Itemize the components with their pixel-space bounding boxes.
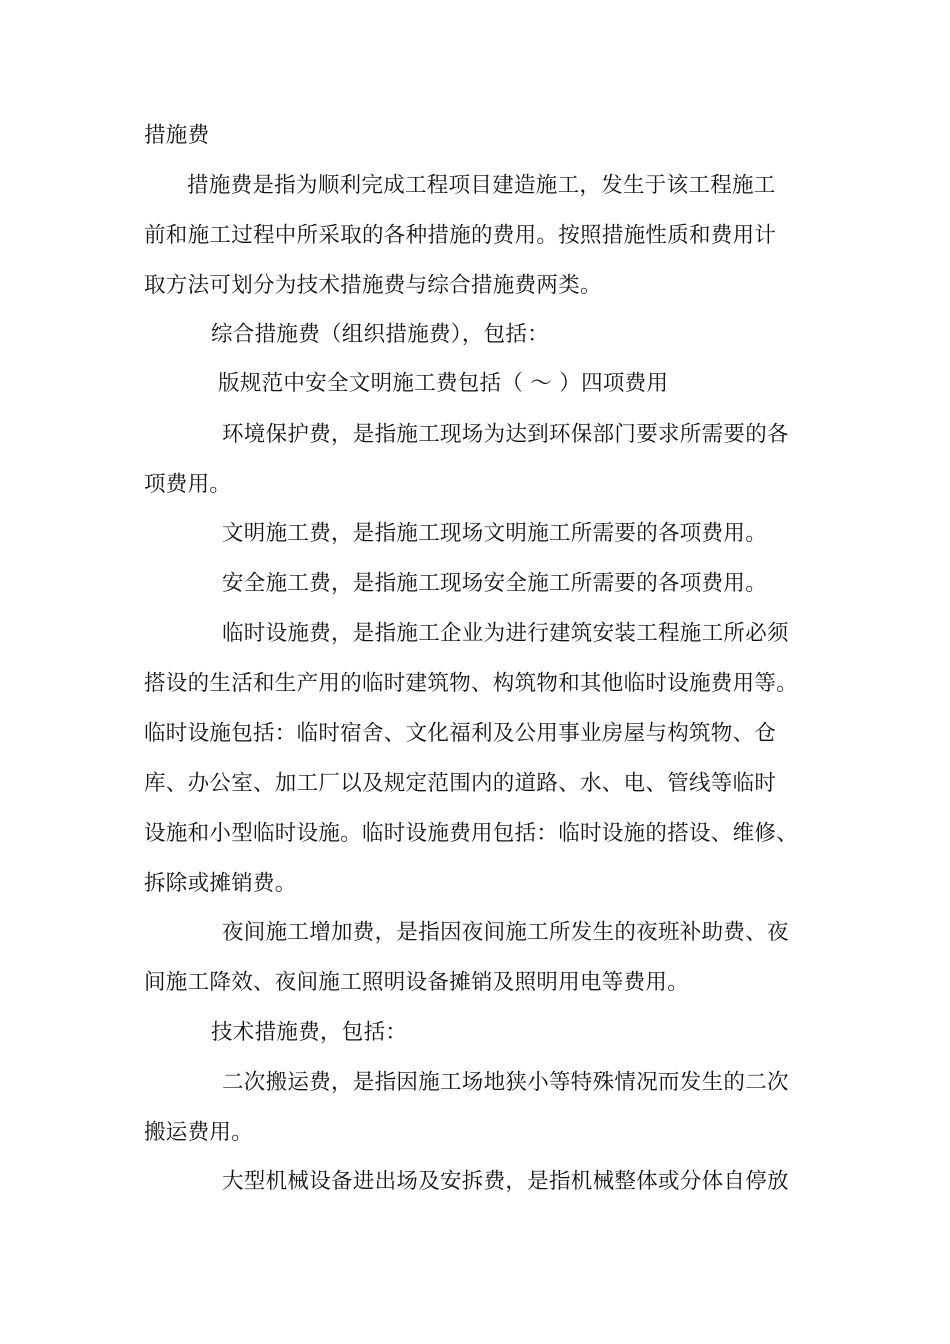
paragraph-line: 搬运费用。 [144,1120,254,1145]
paragraph-line: 库、办公室、加工厂以及规定范围内的道路、水、电、管线等临时 [144,771,777,796]
subheading: 技术措施费，包括： [211,1020,408,1045]
subheading: 综合措施费（组织措施费），包括： [211,322,550,347]
paragraph-line: 临时设施包括：临时宿舍、文化福利及公用事业房屋与构筑物、仓 [144,721,777,746]
paragraph-line: 二次搬运费，是指因施工场地狭小等特殊情况而发生的二次 [222,1070,789,1095]
paragraph-line: 拆除或摊销费。 [144,871,297,896]
paragraph-line: 安全施工费，是指施工现场安全施工所需要的各项费用。 [222,571,768,596]
paragraph-line: 搭设的生活和生产用的临时建筑物、构筑物和其他临时设施费用等。 [144,671,799,696]
paragraph-line: 临时设施费，是指施工企业为进行建筑安装工程施工所必须 [222,621,789,646]
paragraph-line: 间施工降效、夜间施工照明设备摊销及照明用电等费用。 [144,970,690,995]
paragraph-line: 措施费是指为顺利完成工程项目建造施工，发生于该工程施工 [187,173,776,198]
paragraph-line: 文明施工费，是指施工现场文明施工所需要的各项费用。 [222,521,768,546]
paragraph-line: 设施和小型临时设施。临时设施费用包括：临时设施的搭设、维修、 [144,821,799,846]
section-title: 措施费 [144,123,210,148]
paragraph-line: 环境保护费，是指施工现场为达到环保部门要求所需要的各 [222,422,789,447]
paragraph-line: 大型机械设备进出场及安拆费，是指机械整体或分体自停放 [222,1169,789,1194]
paragraph-line: 夜间施工增加费，是指因夜间施工所发生的夜班补助费、夜 [222,920,789,945]
paragraph-line: 项费用。 [144,472,232,497]
paragraph-line: 取方法可划分为技术措施费与综合措施费两类。 [144,273,602,298]
paragraph-line: 前和施工过程中所采取的各种措施的费用。按照措施性质和费用计 [144,223,777,248]
paragraph-line: 版规范中安全文明施工费包括（ ～ ）四项费用 [218,371,669,396]
